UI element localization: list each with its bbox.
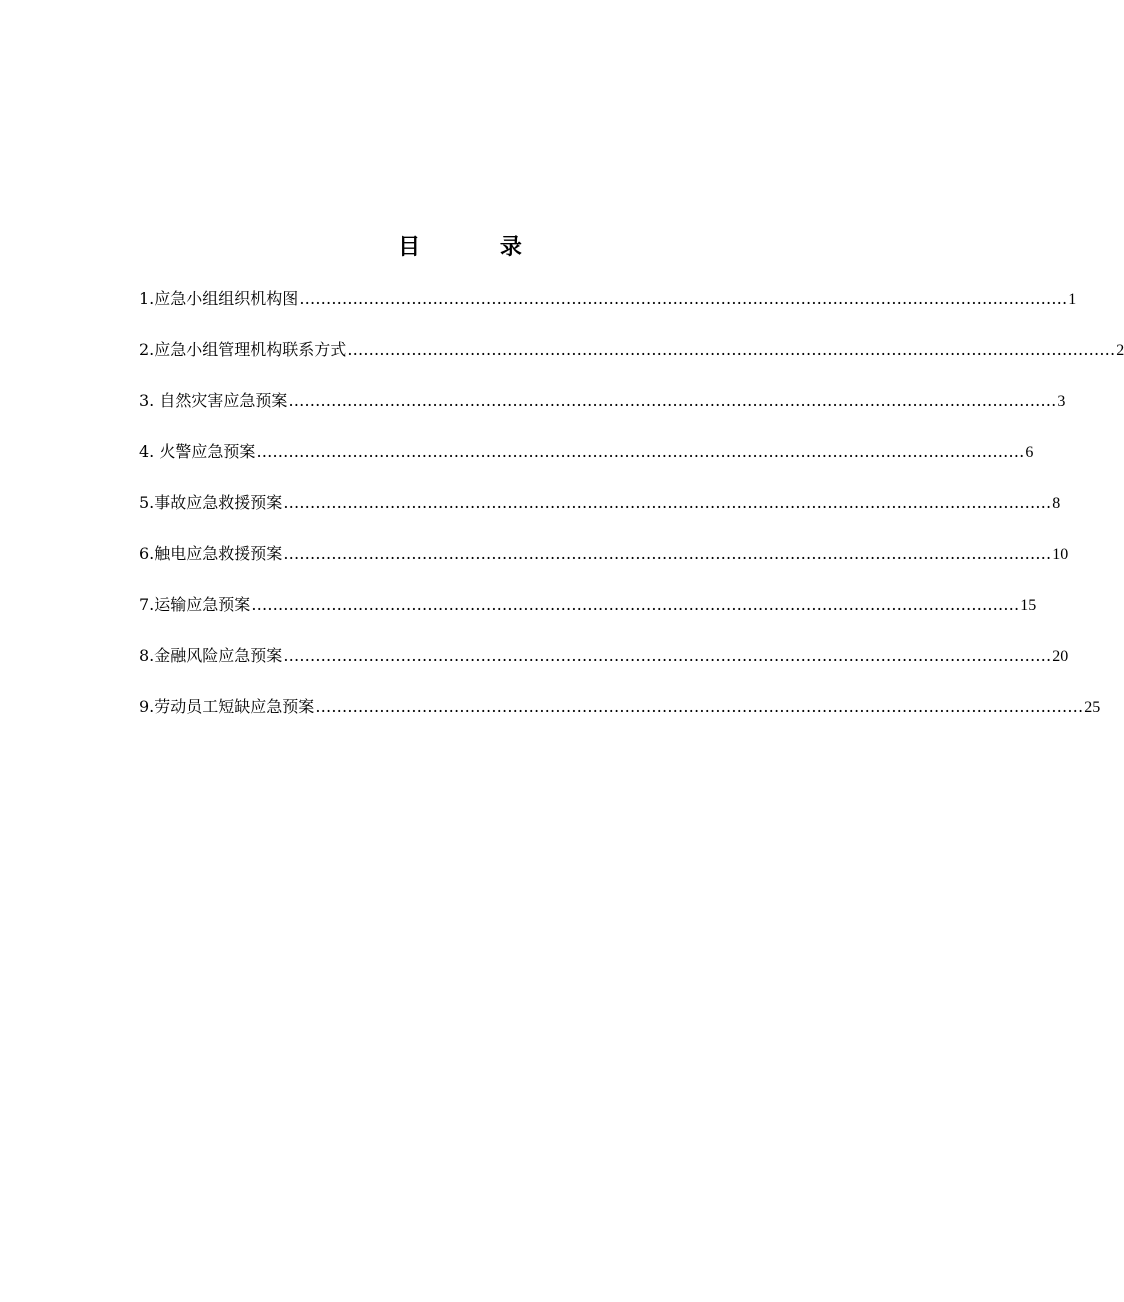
- toc-leader-dots: ………………………………………………………………………………………………………………………………: [256, 442, 1025, 461]
- toc-entry-label: 3. 自然灾害应急预案: [139, 391, 288, 410]
- toc-entry-label: 4. 火警应急预案: [139, 442, 256, 461]
- toc-entry-label: 1.应急小组组织机构图: [139, 289, 299, 308]
- toc-entry-label: 8.金融风险应急预案: [139, 646, 283, 665]
- toc-entry-page: 1: [1068, 291, 1077, 308]
- toc-leader-dots: ………………………………………………………………………………………………………………………………: [283, 493, 1052, 512]
- toc-leader-dots: ………………………………………………………………………………………………………………………………: [283, 544, 1052, 563]
- toc-entry-9[interactable]: [139, 695, 1101, 746]
- toc-entry-page: 20: [1052, 648, 1069, 665]
- toc-entry-page: 8: [1052, 495, 1061, 512]
- toc-leader-dots: ………………………………………………………………………………………………………………………………: [315, 697, 1084, 716]
- toc-entry-label: 7.运输应急预案: [139, 595, 251, 614]
- toc-entry-page: 15: [1020, 597, 1037, 614]
- toc-entry-7[interactable]: [139, 593, 1037, 644]
- toc-entry-2[interactable]: [139, 338, 1124, 389]
- toc-leader-dots: ………………………………………………………………………………………………………………………………: [283, 646, 1052, 665]
- toc-leader-dots: ………………………………………………………………………………………………………………………………: [347, 340, 1116, 359]
- toc-entry-page: 25: [1084, 699, 1101, 716]
- toc-entry-page: 3: [1057, 393, 1066, 410]
- toc-entry-6[interactable]: [139, 542, 1069, 593]
- toc-leader-dots: ………………………………………………………………………………………………………………………………: [299, 289, 1068, 308]
- toc-entry-4[interactable]: [139, 440, 1034, 491]
- toc-entry-label: 5.事故应急救援预案: [139, 493, 283, 512]
- toc-entry-page: 6: [1025, 444, 1034, 461]
- toc-leader-dots: ………………………………………………………………………………………………………………………………: [288, 391, 1057, 410]
- toc-entry-5[interactable]: [139, 491, 1061, 542]
- toc-entry-label: 6.触电应急救援预案: [139, 544, 283, 563]
- toc-entry-page: 2: [1116, 342, 1124, 359]
- toc-entry-page: 10: [1052, 546, 1069, 563]
- toc-leader-dots: ………………………………………………………………………………………………………………………………: [251, 595, 1020, 614]
- toc-entry-1[interactable]: [139, 287, 1077, 338]
- toc-entry-8[interactable]: [139, 644, 1069, 695]
- toc-entry-3[interactable]: [139, 389, 1066, 440]
- toc-entry-label: 9.劳动员工短缺应急预案: [139, 697, 315, 716]
- toc-entry-label: 2.应急小组管理机构联系方式: [139, 340, 347, 359]
- toc-list: [139, 287, 1124, 746]
- toc-title: 目 录: [398, 234, 558, 260]
